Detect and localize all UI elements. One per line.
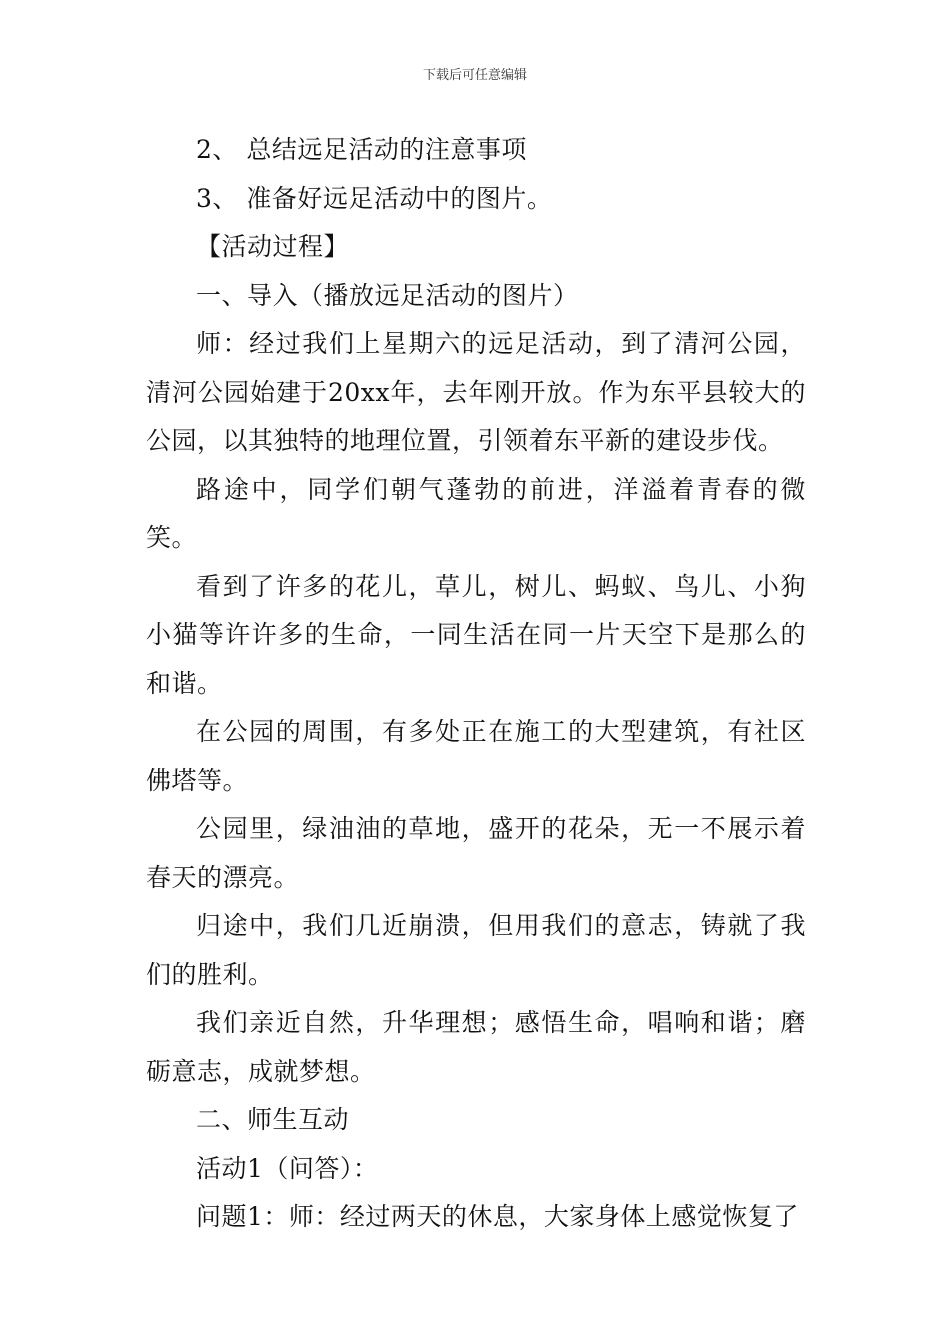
section-heading-interaction: 二、师生互动 — [196, 1105, 350, 1134]
list-item-2: 2、 总结远足活动的注意事项 — [196, 135, 527, 164]
paragraph-nature: 看到了许多的花儿，草儿，树儿、蚂蚁、鸟儿、小狗小猫等许许多的生命，一同生活在同一片天空下是那么的和谐。 — [146, 571, 806, 698]
document-body — [146, 126, 806, 1242]
activity-1-label: 活动1（问答）： — [196, 1153, 379, 1183]
paragraph-return: 归途中，我们几近崩溃，但用我们的意志，铸就了我们的胜利。 — [146, 911, 806, 989]
paragraph-park: 公园里，绿油油的草地，盛开的花朵，无一不展示着春天的漂亮。 — [146, 814, 806, 892]
paragraph-journey: 路途中，同学们朝气蓬勃的前进，洋溢着青春的微笑。 — [146, 474, 806, 552]
section-heading-activity-process: 【活动过程】 — [196, 232, 350, 261]
page-header: 下载后可任意编辑 — [422, 68, 527, 83]
section-heading-introduction: 一、导入（播放远足活动的图片） — [196, 280, 579, 310]
paragraph-teacher-intro: 师：经过我们上星期六的远足活动，到了清河公园，清河公园始建于20xx年，去年刚开放。作为东平县较大的公园，以其独特的地理位置，引领着东平新的建设步伐。 — [146, 329, 806, 455]
paragraph-summary: 我们亲近自然，升华理想；感悟生命，唱响和谐；磨砺意志，成就梦想。 — [146, 1008, 806, 1086]
list-item-3: 3、 准备好远足活动中的图片。 — [196, 183, 553, 213]
paragraph-surroundings: 在公园的周围，有多处正在施工的大型建筑，有社区佛塔等。 — [146, 717, 806, 795]
question-1: 问题1：师：经过两天的休息，大家身体上感觉恢复了 — [196, 1202, 799, 1231]
